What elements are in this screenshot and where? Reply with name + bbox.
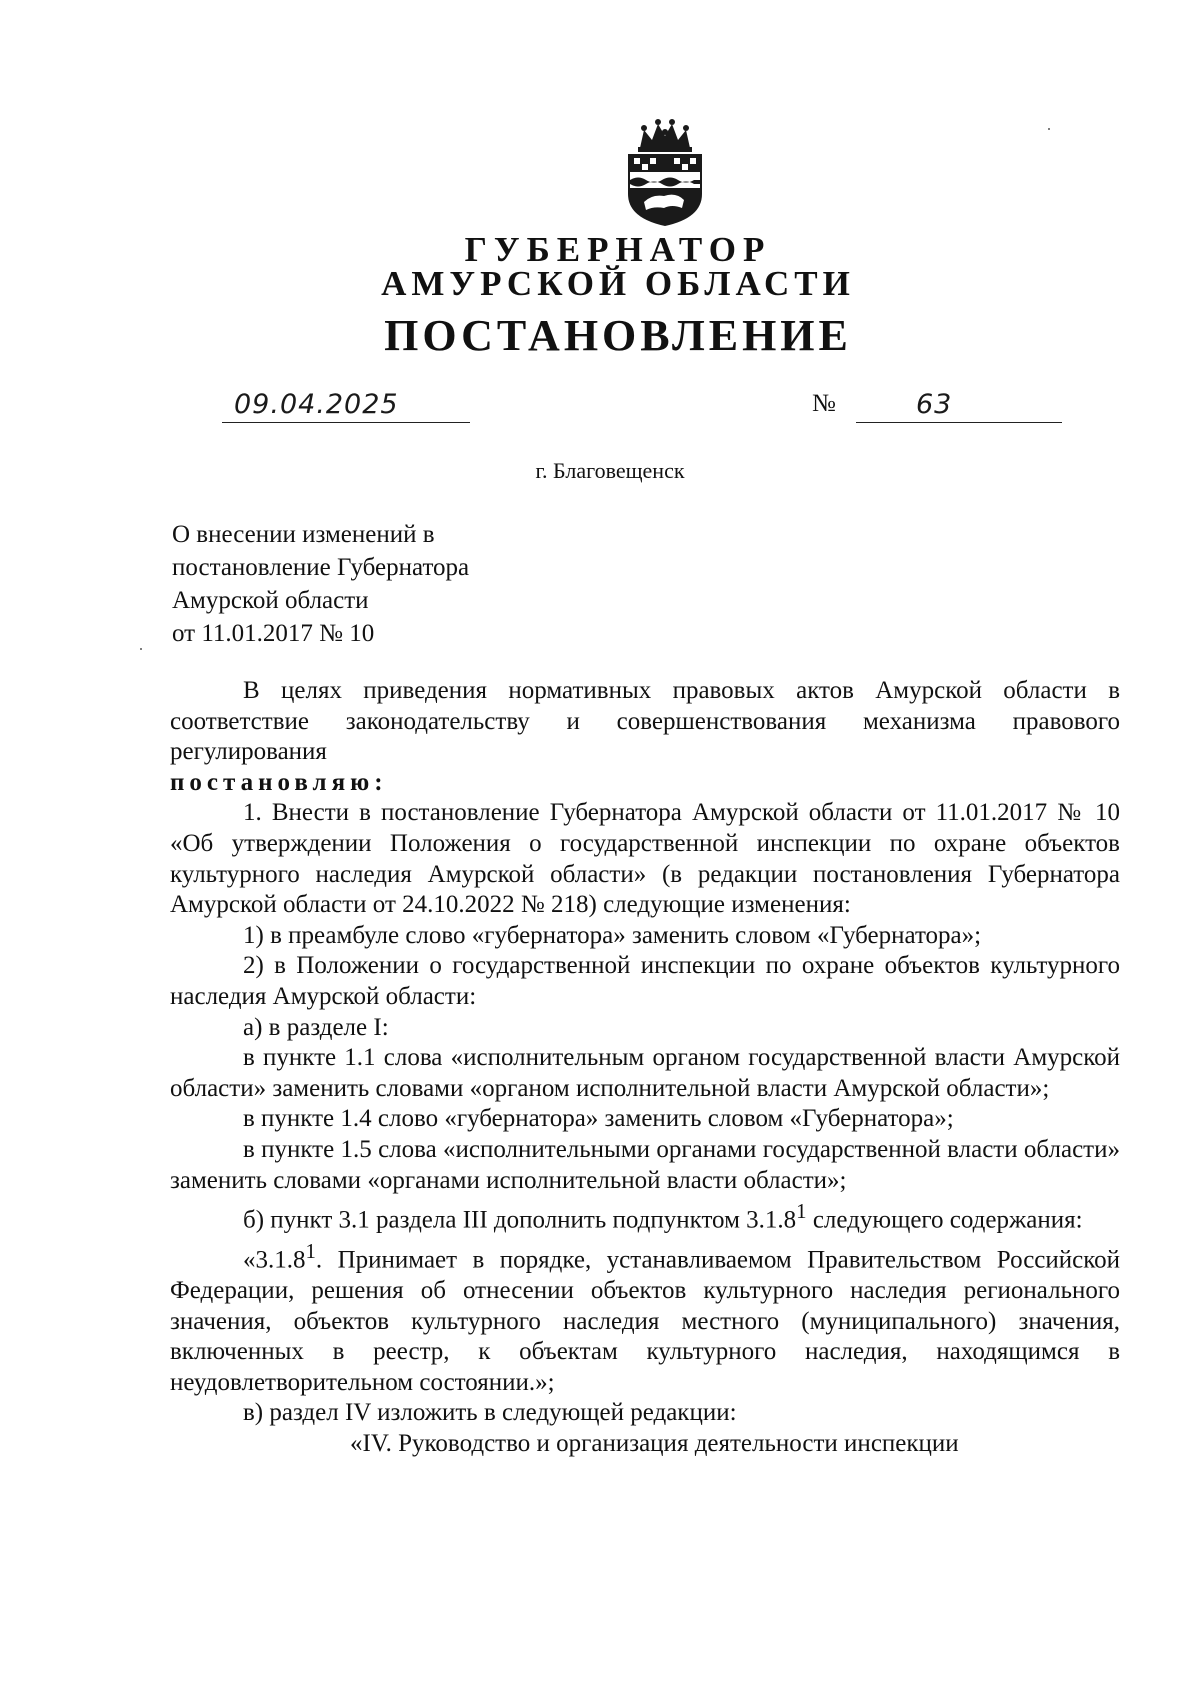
- quoted-subpoint-text: . Принимает в порядке, устанавливаемом Правительством Российской Федерации, решения об отнесении объектов культурного наследия регионального значения, объектов культурного наследия местного (муниципального) значения, включенных в реестр, к объектам культурного наследия, находящимся в неудовлетворительном состоянии.»;: [170, 1246, 1120, 1396]
- authority-title-line-2: АМУРСКОЙ ОБЛАСТИ: [381, 264, 855, 303]
- preamble-paragraph: В целях приведения нормативных правовых актов Амурской области в соответствие законодательству и совершенствования механизма правового регулирования: [170, 677, 1120, 766]
- city-line: г. Благовещенск: [535, 458, 685, 483]
- scan-speck: [1048, 128, 1050, 130]
- handwritten-date: 09.04.2025: [234, 389, 399, 420]
- item-1-paragraph: 1. Внести в постановление Губернатора Амурской области от 11.01.2017 № 10 «Об утверждении Положения о государственной инспекции по охране объектов культурного наследия Амурской области» (в редакции постановления Губернатора Амурской области от 24.10.2022 № 218) следующие изменения:: [170, 799, 1120, 919]
- subitem-v-paragraph: в) раздел IV изложить в следующей редакции:: [243, 1399, 737, 1427]
- document-type-heading: ПОСТАНОВЛЕНИЕ: [384, 311, 852, 360]
- subitem-b-text: б) пункт 3.1 раздела III дополнить подпунктом 3.1.8: [243, 1206, 797, 1234]
- superscript: 1: [305, 1239, 316, 1264]
- quoted-subpoint-number: «3.1.8: [243, 1246, 306, 1274]
- number-field: [856, 384, 1062, 423]
- superscript: 1: [796, 1199, 807, 1224]
- title-line: от 11.01.2017 № 10: [172, 620, 375, 647]
- authority-title-line-1: ГУБЕРНАТОР: [464, 230, 772, 269]
- subitem-2-paragraph: 2) в Положении о государственной инспекции по охране объектов культурного наследия Амурской области:: [170, 952, 1120, 1010]
- subitem-1-paragraph: 1) в преамбуле слово «губернатора» заменить словом «Губернатора»;: [243, 921, 982, 949]
- point-1-4-paragraph: в пункте 1.4 слово «губернатора» заменить словом «Губернатора»;: [243, 1105, 954, 1133]
- title-line: постановление Губернатора: [172, 554, 470, 581]
- quoted-subpoint-paragraph: [170, 1236, 1120, 1398]
- section-iv-heading: «IV. Руководство и организация деятельности инспекции: [350, 1429, 959, 1457]
- title-line: О внесении изменений в: [172, 521, 435, 548]
- handwritten-number: 63: [916, 389, 953, 420]
- document-title-block: [172, 518, 469, 650]
- document-body: [170, 676, 1120, 1460]
- number-label: №: [812, 390, 836, 417]
- subitem-a-paragraph: а) в разделе I:: [243, 1013, 389, 1041]
- date-field: [222, 384, 470, 423]
- coat-of-arms-icon: [618, 118, 712, 228]
- point-1-1-paragraph: в пункте 1.1 слова «исполнительным органом государственной власти Амурской области» заменить словами «органом исполнительной власти Амурской области»;: [170, 1044, 1120, 1102]
- scan-speck: [140, 648, 142, 650]
- decree-word: постановляю:: [170, 768, 388, 796]
- subitem-b-text-end: следующего содержания:: [806, 1206, 1083, 1234]
- subitem-b-paragraph: [170, 1196, 1120, 1236]
- point-1-5-paragraph: в пункте 1.5 слова «исполнительными органами государственной власти области» заменить словами «органами исполнительной власти области»;: [170, 1135, 1120, 1194]
- title-line: Амурской области: [172, 587, 369, 614]
